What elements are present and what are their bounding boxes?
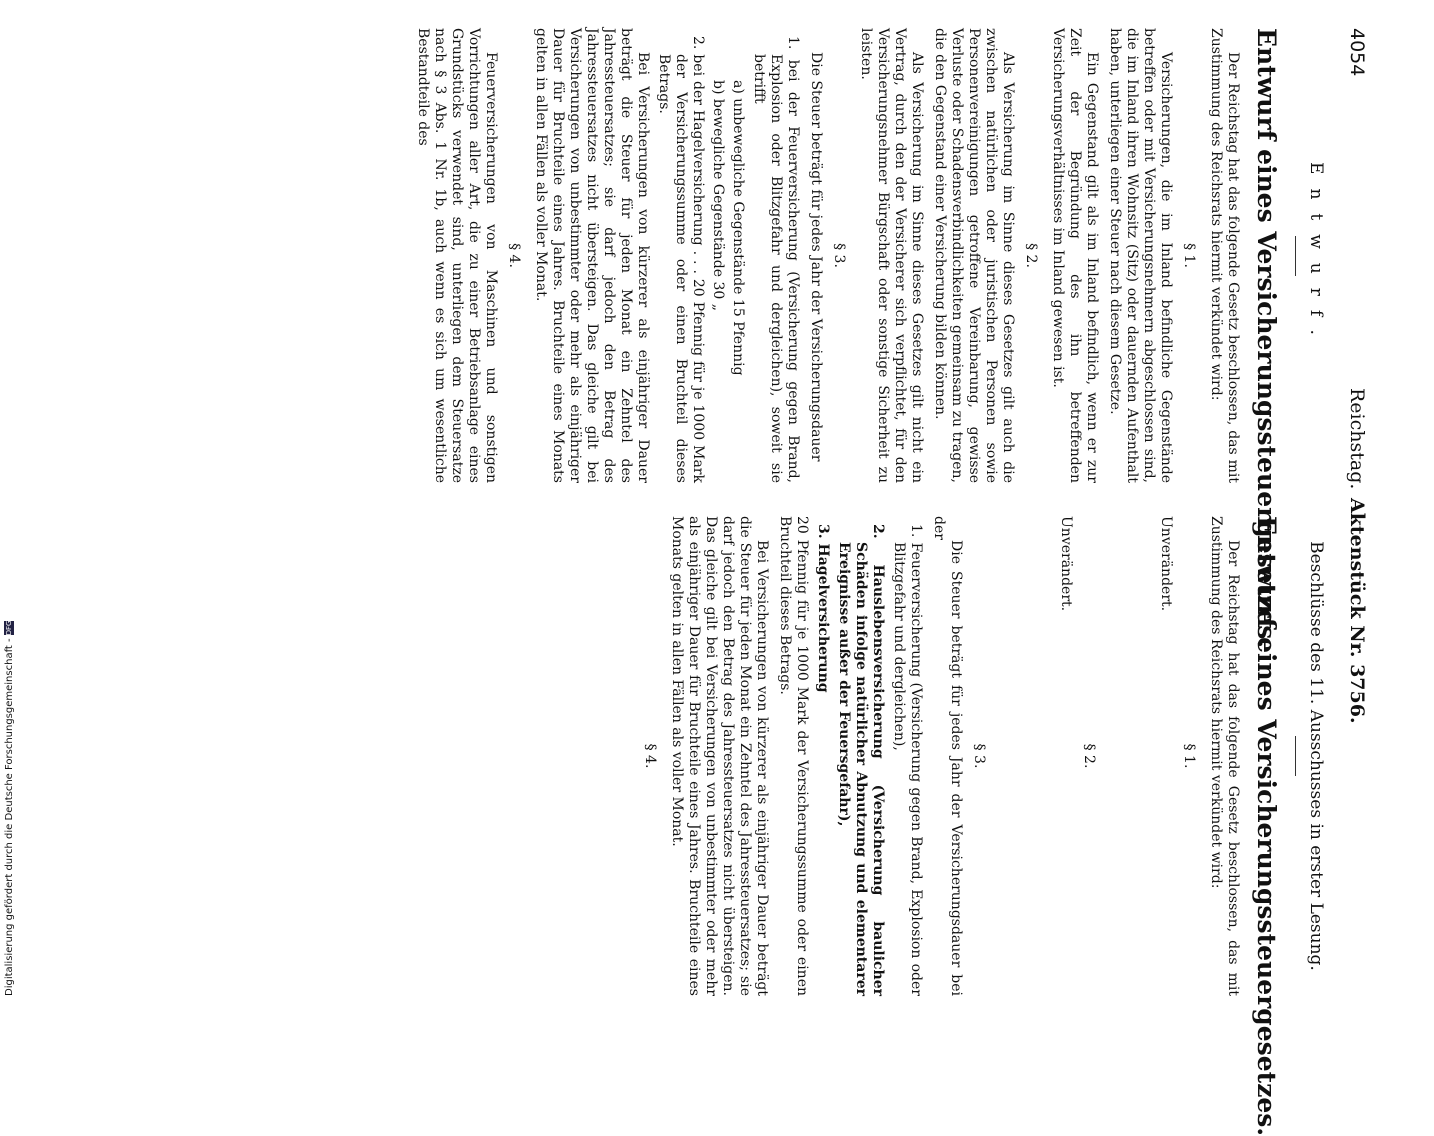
left-s2-p2: Als Versicherung im Sinne dieses Gesetzes gilt nicht ein Vertrag, durch den der Versicherer sich verpflichtet, für den Versicherungsnehmer Bürgschaft oder sonstige Sicherheit zu leisten. — [858, 28, 925, 483]
right-s2-text: Unverändert. — [1058, 516, 1074, 612]
left-s2-p1: Als Versicherung im Sinne dieses Gesetzes gilt auch die zwischen natürlichen oder juristischen Personen sowie Personenvereinigungen getroffene Vereinbarung, gewisse Verluste oder Schadensverbindlichkeiten gemeinsam zu tragen, die den Gegenstand einer Versicherung bilden können. — [932, 28, 1016, 483]
left-s4-label: § 4. — [506, 243, 522, 268]
running-title: Reichstag. — [1346, 388, 1368, 490]
divider — [1295, 236, 1296, 276]
right-s2-label: § 2. — [1081, 743, 1097, 769]
left-title: Entwurf eines Versicherungssteuergesetzes. — [1252, 28, 1281, 649]
left-s3-item1a: a) unbewegliche Gegenstände 15 Pfennig — [730, 80, 746, 376]
funding-note: Digitalisierung gefördert durch die Deutsche Forschungsgemeinschaft - — [4, 638, 15, 996]
right-title: Entwurf eines Versicherungssteuergesetzes. — [1252, 516, 1281, 1136]
funding-footer — [4, 604, 16, 996]
right-s1-label: § 1. — [1181, 743, 1197, 769]
dfg-logo-icon: DFG — [5, 620, 13, 636]
right-column-heading: Beschlüsse des 11. Ausschusses in erster Lesung. — [1306, 541, 1326, 971]
left-s3-label: § 3. — [831, 243, 847, 268]
right-s3-item1: 1. Feuerversicherung (Versicherung gegen Brand, Explosion oder Blitzgefahr und dergleichen), — [891, 524, 924, 996]
aktenstueck-number: Aktenstück Nr. 3756. — [1346, 498, 1368, 724]
right-column — [635, 516, 1328, 1136]
left-s3-p2: Bei Versicherungen von kürzerer als einjähriger Dauer beträgt die Steuer für jeden Monat ein Zehntel des Jahressteuersatzes; sie darf jedoch den Betrag des Jahressteuersatzes nicht übersteigen. Das gleiche gilt bei Versicherungen von unbestimmter oder mehr als einjähriger Dauer für Bruchteile eines Jahres. Bruchteile eines Monats gelten in allen Fällen als voller Monat. — [533, 28, 651, 483]
left-column-heading: Entwurf. — [1306, 162, 1326, 349]
right-s1-text: Unverändert. — [1158, 516, 1174, 612]
left-s2-label: § 2. — [1023, 243, 1039, 268]
left-s1-p2: Ein Gegenstand gilt als im Inland befindlich, wenn er zur Zeit der Begründung des ihn betreffenden Versicherungsverhältnisses im Inland gewesen ist. — [1050, 28, 1100, 483]
left-s1-label: § 1. — [1181, 243, 1197, 268]
left-intro: Der Reichstag hat das folgende Gesetz beschlossen, das mit Zustimmung des Reichsrats hiermit verkündet wird: — [1208, 28, 1241, 483]
left-s3-item1: 1. bei der Feuerversicherung (Versicherung gegen Brand, Explosion oder Blitzgefahr und dergleichen), soweit sie betrifft — [751, 36, 801, 483]
right-intro: Der Reichstag hat das folgende Gesetz beschlossen, das mit Zustimmung des Reichsrats hiermit verkündet wird: — [1208, 516, 1241, 996]
divider — [1295, 736, 1296, 776]
document-page — [60, 28, 1374, 1136]
right-s4-label: § 4. — [642, 743, 658, 769]
right-s3-item2: 2. Hauslebensversicherung (Versicherung baulicher Schäden infolge natürlicher Abnutzung und elementarer Ereignisse außer der Feuersgefahr), — [836, 524, 886, 996]
right-s3-label: § 3. — [971, 743, 987, 769]
left-s3-item2: 2. bei der Hagelversicherung . . . 20 Pfennig für je 1000 Mark der Versicherungssumme oder einen Bruchteil dieses Betrags. — [656, 36, 706, 483]
right-s3-intro: Die Steuer beträgt für jedes Jahr der Versicherungsdauer bei der — [931, 516, 964, 996]
right-s3-item3: 3. Hagelversicherung — [815, 524, 831, 693]
left-s1-p1: Versicherungen, die im Inland befindliche Gegenstände betreffen oder mit Versicherungsnehmern abgeschlossen sind, die im Inland ihren Wohnsitz (Sitz) oder dauernden Aufenthalt haben, unterliegen einer Steuer nach diesem Gesetze. — [1107, 28, 1174, 483]
left-s4-p1: Feuerversicherungen von Maschinen und sonstigen Vorrichtungen aller Art, die zu einer Betriebsanlage eines Grundstücks verwendet sind, unterliegen dem Steuersatze nach § 3 Abs. 1 Nr. 1b, auch wenn es sich um wesentliche Bestandteile des — [415, 28, 499, 483]
right-s3-p2: Bei Versicherungen von kürzerer als einjähriger Dauer beträgt die Steuer für jeden Monat ein Zehntel des Jahressteuersatzes; sie darf jedoch den Betrag des Jahressteuersatzes nicht übersteigen. Das gleiche gilt bei Versicherungen von unbestimmter oder mehr als einjähriger Dauer für Bruchteile eines Jahres. Bruchteile eines Monats gelten in allen Fällen als voller Monat. — [669, 516, 770, 996]
left-s3-intro: Die Steuer beträgt für jedes Jahr der Versicherungsdauer — [808, 52, 824, 462]
page-header — [1338, 28, 1374, 996]
left-s3-item1b: b) bewegliche Gegenstände 30 „ — [710, 80, 726, 312]
right-s3-item3-text: 20 Pfennig für je 1000 Mark der Versicherungssumme oder einen Bruchteil dieses Betrags. — [777, 516, 810, 996]
page-number: 4054 — [1346, 28, 1368, 77]
